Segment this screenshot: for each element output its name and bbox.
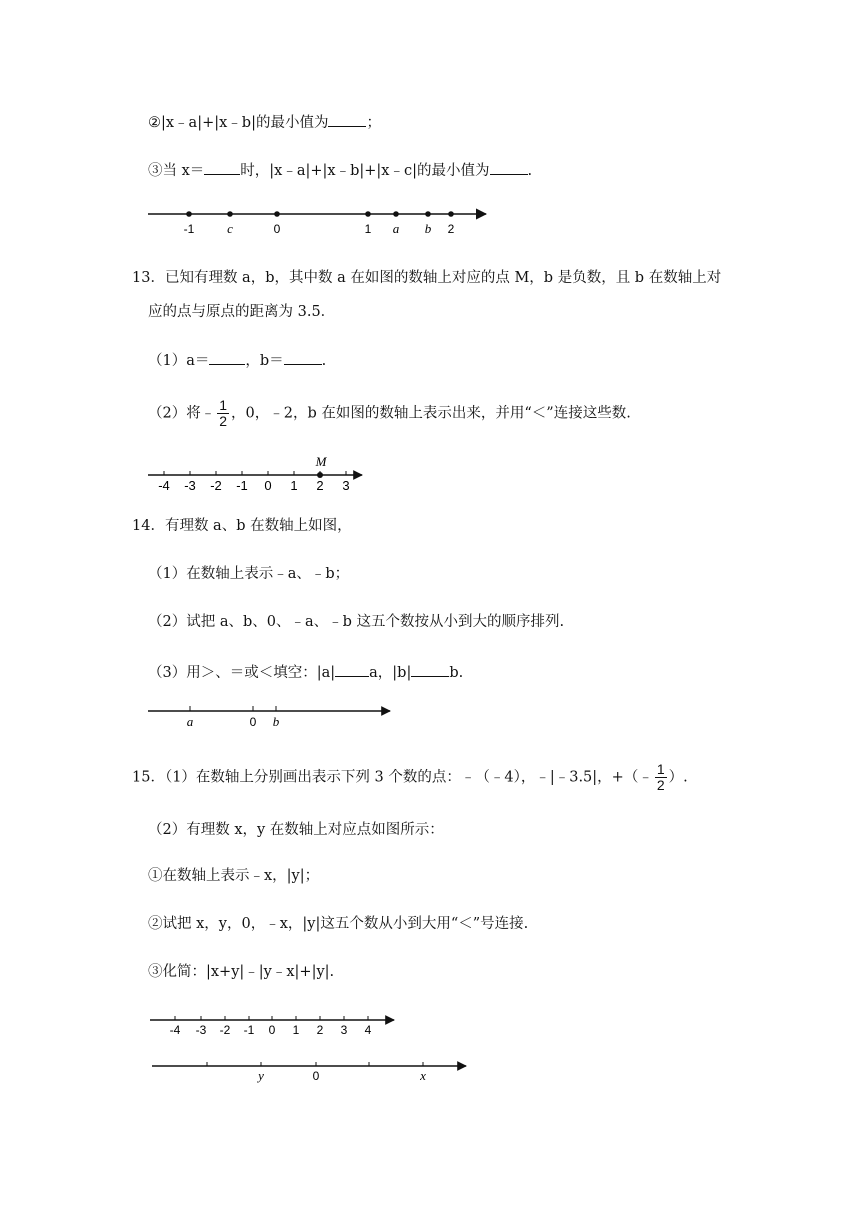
q13-stem-line2: 应的点与原点的距离为 3.5． <box>148 304 336 320</box>
tick-label: b <box>272 714 280 729</box>
q12-part3-end: . <box>527 163 533 179</box>
q14-part3-text-b: a，|b| <box>369 665 412 681</box>
point-m-label: M <box>315 454 327 469</box>
tick-label: -1 <box>183 222 195 236</box>
q15-stem-end: ）. <box>668 769 688 786</box>
tick-label: 0 <box>273 222 281 236</box>
q12-part3-text-b: 时，|x﹣a|+|x﹣b|+|x﹣c|的最小值为 <box>240 163 490 179</box>
tick-label: x <box>420 1068 426 1083</box>
q13-part2-text: （2）将﹣ <box>148 405 216 422</box>
q14-part2: （2）试把 a、b、0、﹣a、﹣b 这五个数按从小到大的顺序排列. <box>148 614 565 630</box>
tick-label: y <box>258 1068 264 1083</box>
q14-part1: （1）在数轴上表示﹣a、﹣b； <box>148 566 350 582</box>
tick-label: -1 <box>243 1023 255 1037</box>
tick-label: -2 <box>219 1023 231 1037</box>
tick-label: 0 <box>312 1069 320 1083</box>
q15-item3: ③化简：|x+y|﹣|y﹣x|+|y|. <box>148 964 335 980</box>
q14-stem: 14．有理数 a、b 在数轴上如图， <box>132 518 352 534</box>
tick-label: 4 <box>364 1023 372 1037</box>
tick-label: b <box>424 221 432 236</box>
tick-label: -3 <box>184 478 196 493</box>
tick-label: 0 <box>264 478 272 493</box>
tick-label: -2 <box>210 478 222 493</box>
tick-label: -4 <box>169 1023 181 1037</box>
tick-label: a <box>392 221 400 236</box>
q13-stem-line1: 13．已知有理数 a，b，其中数 a 在如图的数轴上对应的点 M，b 是负数，且 b 在数轴上对 <box>132 270 722 286</box>
fraction-numerator: 1 <box>656 761 665 777</box>
q15-item2: ②试把 x，y，0，﹣x，|y|这五个数从小到大用“＜”号连接. <box>148 916 529 932</box>
tick-label: -1 <box>236 478 248 493</box>
tick-label: -4 <box>158 478 170 493</box>
tick-label: 1 <box>292 1023 300 1037</box>
fraction-numerator: 1 <box>219 397 228 413</box>
tick-label: 0 <box>268 1023 276 1037</box>
tick-label: -3 <box>195 1023 207 1037</box>
fraction-denominator: 2 <box>219 413 228 429</box>
tick-label: 2 <box>447 222 455 236</box>
q13-part2-text-end: ，0，﹣2，b 在如图的数轴上表示出来，并用“＜”连接这些数. <box>231 405 631 422</box>
tick-label: c <box>227 221 233 236</box>
tick-label: 2 <box>316 1023 324 1037</box>
q12-part2-end: ； <box>366 115 381 131</box>
q12-part2-text: ②|x﹣a|+|x﹣b|的最小值为 <box>148 115 329 131</box>
q14-part3-text-c: b. <box>449 665 464 681</box>
q12-part3-text-a: ③当 x＝ <box>148 163 205 179</box>
tick-label: 0 <box>249 715 257 729</box>
tick-label: 3 <box>342 478 350 493</box>
q15-item1: ①在数轴上表示﹣x，|y|； <box>148 868 320 884</box>
q13-part1-text-b: ，b＝ <box>245 353 284 369</box>
q13-part1-text-a: （1）a＝ <box>148 353 210 369</box>
q15-stem-text: 15．（1）在数轴上分别画出表示下列 3 个数的点：﹣（﹣4），﹣|﹣3.5|，+（﹣ <box>132 769 653 786</box>
q15-part2: （2）有理数 x，y 在数轴上对应点如图所示： <box>148 822 444 838</box>
q14-part3-text-a: （3）用＞、＝或＜填空：|a| <box>148 665 336 681</box>
tick-label: a <box>186 714 194 729</box>
q13-part1-end: . <box>321 353 327 369</box>
fraction-denominator: 2 <box>656 777 665 793</box>
tick-label: 1 <box>290 478 298 493</box>
tick-label: 1 <box>364 222 372 236</box>
tick-label: 2 <box>316 478 324 493</box>
tick-label: 3 <box>340 1023 348 1037</box>
